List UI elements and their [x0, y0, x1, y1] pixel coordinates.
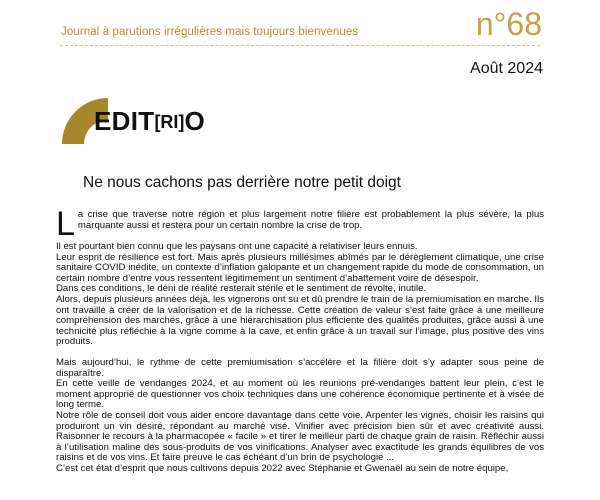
paragraph: En cette veille de vendanges 2024, et au moment où les réunions pré-vendanges battent leur plein, c’est le moment approprié de questionner vos choix techniques dans une cohérence économique pertinente et à visée de long terme.	[56, 378, 544, 411]
issue-number: n°68	[475, 6, 542, 42]
paragraph: Il est pourtant bien connu que les paysans ont une capacité à relativiser leurs ennuis.	[56, 241, 418, 252]
drop-cap: L	[56, 205, 75, 243]
issue-date: Août 2024	[470, 60, 543, 77]
paragraph: C’est cet état d’esprit que nous cultivons depuis 2022 avec Stéphanie et Gwenaël au sein de notre équipe,	[56, 462, 509, 474]
paragraph: Notre rôle de conseil doit vous aider encore davantage dans cette voie. Arpenter les vignes, choisir les raisins qui produiront un vin désiré, répondant au marché visé. Vinifier avec précision bien sûr et avec créativité aussi. Raisonner le recours à la pharmacopée « facile » et tirer le meilleur parti de chaque grain de raisin. Réfléchir aussi à l’utilisation maline des sous-produits de vos vinifications. Analyser avec exactitude les grands équilibres de vos raisins et de vos vins. Et faire preuve le cas échéant d’un brin de psychologie ...	[56, 409, 544, 464]
logo-text-suffix: O	[184, 106, 205, 136]
article-body	[56, 205, 544, 474]
logo-bracket-text: [RI]	[154, 112, 185, 132]
tagline: Journal à parutions irrégulières mais toujours bienvenues	[61, 26, 359, 38]
paragraph: Leur esprit de résilience est fort. Mais après plusieurs millésimes abîmés par le dérèglement climatique, une crise sanitaire COVID inédite, un contexte d’inflation galopante et un changement rapide du mode de consommation, un certain nombre d’entre vous ressentent légitimement un sentiment d’abattement voire de désespoir.	[56, 251, 544, 284]
first-paragraph	[56, 205, 544, 243]
paragraph: Dans ces conditions, le déni de réalité resterait stérile et le sentiment de révolte, inutile.	[56, 283, 427, 295]
paragraph-text: a crise que traverse notre région et plus largement notre filière est probablement la plus sévère, la plus marquante aussi et restera pour un certain nombre la crise de trop.	[77, 209, 544, 231]
paragraph: Mais aujourd’hui, le rythme de cette premiumisation s’accélère et la filière doit s’y adapter sous peine de disparaître.	[56, 356, 544, 379]
header-divider	[60, 45, 540, 46]
logo-wordmark	[94, 106, 205, 137]
logo-text-prefix: EDIT	[94, 106, 155, 136]
paragraph: Alors, depuis plusieurs années déjà, les vignerons ont su et dû prendre le train de la premiumisation en marche. Ils ont travaillé à créer de la valorisation et de la richesse. Cette création de valeur s’est faite grâce à une meilleure compréhension des marchés, grâce à une hiérarchisation plus efficiente des qualités produites, grâce aussi à une technicité plus réfléchie à la vigne comme à la cave, et enfin grâce à un travail sur l’image, plus positive des vins produits.	[56, 293, 544, 348]
article-headline: Ne nous cachons pas derrière notre petit doigt	[83, 174, 401, 191]
